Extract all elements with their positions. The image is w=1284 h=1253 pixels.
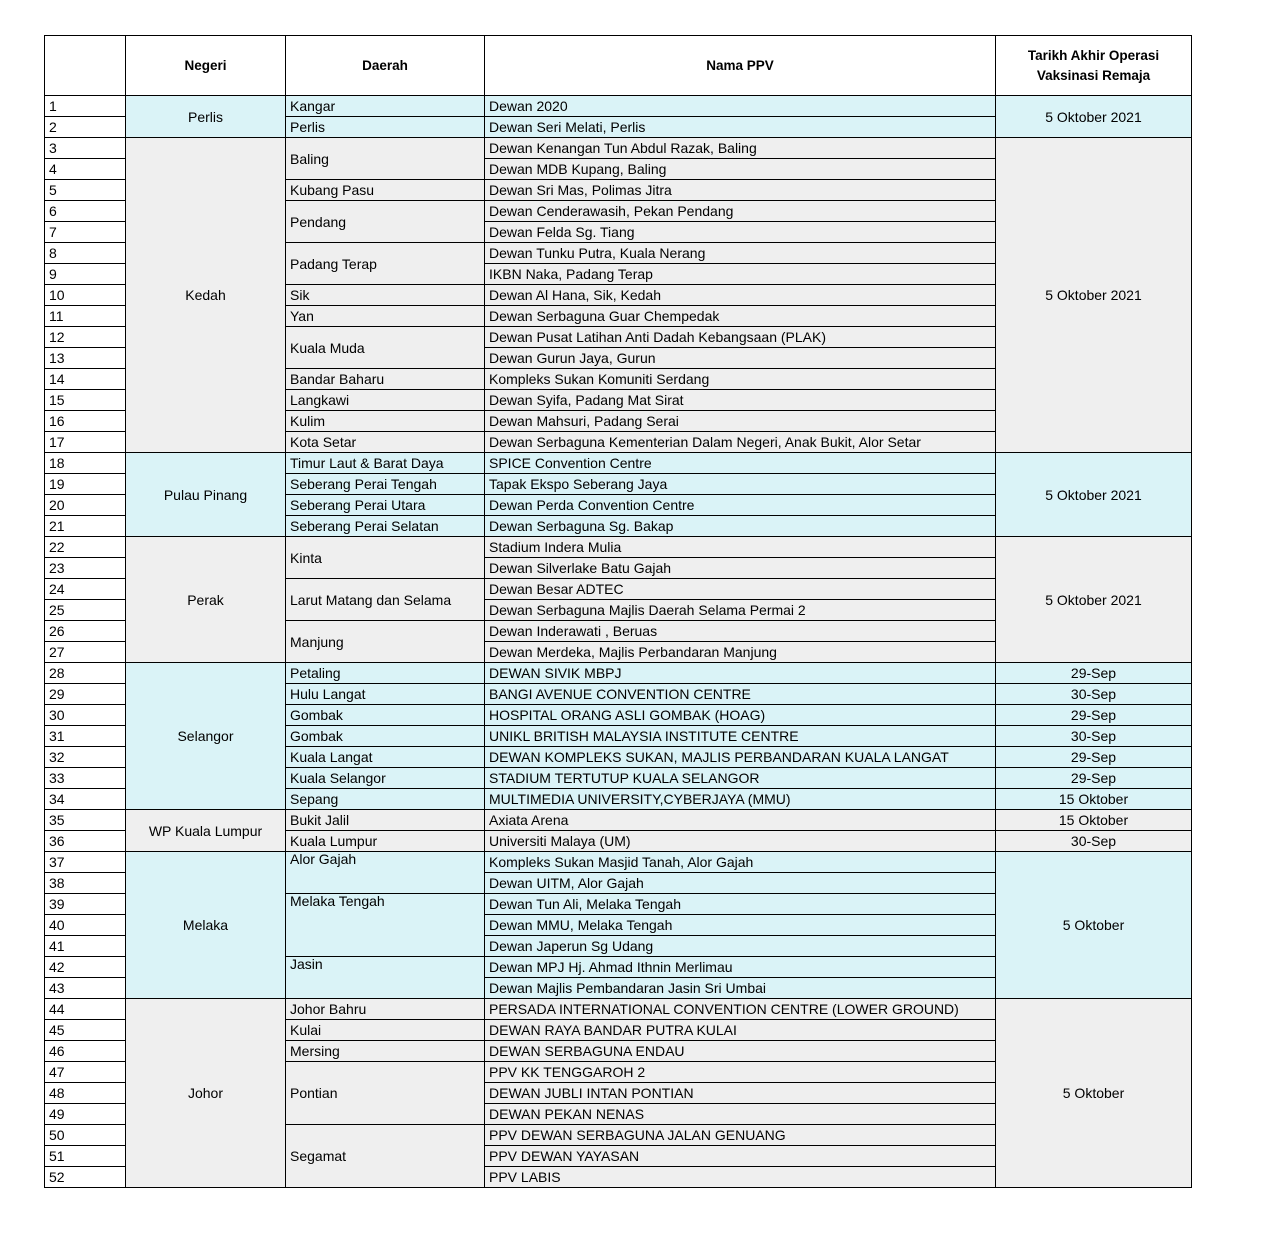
daerah-cell: Bukit Jalil	[286, 810, 485, 831]
ppv-cell: Dewan MMU, Melaka Tengah	[485, 915, 996, 936]
row-number: 22	[45, 537, 126, 558]
daerah-cell: Kinta	[286, 537, 485, 579]
daerah-cell: Gombak	[286, 705, 485, 726]
ppv-cell: Dewan Tunku Putra, Kuala Nerang	[485, 243, 996, 264]
ppv-cell: Dewan MDB Kupang, Baling	[485, 159, 996, 180]
ppv-cell: Axiata Arena	[485, 810, 996, 831]
row-number: 37	[45, 852, 126, 873]
daerah-cell: Manjung	[286, 621, 485, 663]
ppv-cell: IKBN Naka, Padang Terap	[485, 264, 996, 285]
row-number: 32	[45, 747, 126, 768]
row-number: 5	[45, 180, 126, 201]
daerah-cell: Sik	[286, 285, 485, 306]
ppv-cell: Dewan Serbaguna Kementerian Dalam Negeri, Anak Bukit, Alor Setar	[485, 432, 996, 453]
header-nama-ppv: Nama PPV	[485, 36, 996, 96]
ppv-cell: DEWAN RAYA BANDAR PUTRA KULAI	[485, 1020, 996, 1041]
row-number: 20	[45, 495, 126, 516]
ppv-cell: Dewan Al Hana, Sik, Kedah	[485, 285, 996, 306]
table-row	[45, 663, 1192, 684]
negeri-cell: Pulau Pinang	[126, 453, 286, 537]
daerah-cell: Baling	[286, 138, 485, 180]
ppv-cell: UNIKL BRITISH MALAYSIA INSTITUTE CENTRE	[485, 726, 996, 747]
ppv-cell: PPV LABIS	[485, 1167, 996, 1188]
row-number: 52	[45, 1167, 126, 1188]
daerah-cell: Seberang Perai Utara	[286, 495, 485, 516]
row-number: 17	[45, 432, 126, 453]
daerah-cell: Johor Bahru	[286, 999, 485, 1020]
tarikh-cell: 30-Sep	[996, 831, 1192, 852]
row-number: 13	[45, 348, 126, 369]
ppv-cell: Dewan Serbaguna Sg. Bakap	[485, 516, 996, 537]
ppv-cell: Dewan Kenangan Tun Abdul Razak, Baling	[485, 138, 996, 159]
header-no	[45, 36, 126, 96]
row-number: 14	[45, 369, 126, 390]
row-number: 51	[45, 1146, 126, 1167]
row-number: 15	[45, 390, 126, 411]
row-number: 27	[45, 642, 126, 663]
ppv-cell: Dewan Besar ADTEC	[485, 579, 996, 600]
negeri-cell: Selangor	[126, 663, 286, 810]
ppv-cell: Dewan Majlis Pembandaran Jasin Sri Umbai	[485, 978, 996, 999]
ppv-cell: PPV KK TENGGAROH 2	[485, 1062, 996, 1083]
ppv-cell: Dewan Japerun Sg Udang	[485, 936, 996, 957]
ppv-cell: STADIUM TERTUTUP KUALA SELANGOR	[485, 768, 996, 789]
row-number: 30	[45, 705, 126, 726]
daerah-cell: Segamat	[286, 1125, 485, 1188]
table-body	[45, 96, 1192, 1188]
ppv-cell: Tapak Ekspo Seberang Jaya	[485, 474, 996, 495]
daerah-cell: Kuala Lumpur	[286, 831, 485, 852]
row-number: 21	[45, 516, 126, 537]
tarikh-cell: 29-Sep	[996, 768, 1192, 789]
daerah-cell: Perlis	[286, 117, 485, 138]
daerah-cell: Kota Setar	[286, 432, 485, 453]
row-number: 33	[45, 768, 126, 789]
ppv-cell: Dewan Syifa, Padang Mat Sirat	[485, 390, 996, 411]
row-number: 10	[45, 285, 126, 306]
row-number: 39	[45, 894, 126, 915]
table-row	[45, 96, 1192, 117]
daerah-cell: Kulai	[286, 1020, 485, 1041]
ppv-cell: Dewan Felda Sg. Tiang	[485, 222, 996, 243]
ppv-cell: Dewan Merdeka, Majlis Perbandaran Manjung	[485, 642, 996, 663]
daerah-cell: Pontian	[286, 1062, 485, 1125]
table-row	[45, 999, 1192, 1020]
daerah-cell: Kuala Langat	[286, 747, 485, 768]
daerah-cell: Kangar	[286, 96, 485, 117]
negeri-cell: Perak	[126, 537, 286, 663]
row-number: 1	[45, 96, 126, 117]
daerah-cell: Pendang	[286, 201, 485, 243]
negeri-cell: Melaka	[126, 852, 286, 999]
daerah-cell: Kubang Pasu	[286, 180, 485, 201]
daerah-cell: Kulim	[286, 411, 485, 432]
row-number: 36	[45, 831, 126, 852]
ppv-cell: Dewan MPJ Hj. Ahmad Ithnin Merlimau	[485, 957, 996, 978]
row-number: 6	[45, 201, 126, 222]
tarikh-cell: 5 Oktober 2021	[996, 453, 1192, 537]
table-row	[45, 852, 1192, 873]
negeri-cell: Johor	[126, 999, 286, 1188]
row-number: 35	[45, 810, 126, 831]
ppv-cell: PPV DEWAN SERBAGUNA JALAN GENUANG	[485, 1125, 996, 1146]
daerah-cell: Sepang	[286, 789, 485, 810]
row-number: 28	[45, 663, 126, 684]
tarikh-cell: 29-Sep	[996, 705, 1192, 726]
daerah-cell: Jasin	[286, 957, 485, 999]
row-number: 38	[45, 873, 126, 894]
header-tarikh: Tarikh Akhir Operasi Vaksinasi Remaja	[996, 36, 1192, 96]
header-daerah: Daerah	[286, 36, 485, 96]
row-number: 11	[45, 306, 126, 327]
daerah-cell: Yan	[286, 306, 485, 327]
daerah-cell: Seberang Perai Tengah	[286, 474, 485, 495]
ppv-cell: Kompleks Sukan Masjid Tanah, Alor Gajah	[485, 852, 996, 873]
tarikh-cell: 5 Oktober 2021	[996, 138, 1192, 453]
negeri-cell: Perlis	[126, 96, 286, 138]
ppv-cell: Dewan Perda Convention Centre	[485, 495, 996, 516]
daerah-cell: Bandar Baharu	[286, 369, 485, 390]
ppv-cell: Dewan Inderawati , Beruas	[485, 621, 996, 642]
ppv-cell: Dewan Silverlake Batu Gajah	[485, 558, 996, 579]
ppv-cell: Dewan Cenderawasih, Pekan Pendang	[485, 201, 996, 222]
row-number: 3	[45, 138, 126, 159]
row-number: 46	[45, 1041, 126, 1062]
ppv-cell: DEWAN SERBAGUNA ENDAU	[485, 1041, 996, 1062]
row-number: 26	[45, 621, 126, 642]
row-number: 48	[45, 1083, 126, 1104]
daerah-cell: Timur Laut & Barat Daya	[286, 453, 485, 474]
ppv-cell: HOSPITAL ORANG ASLI GOMBAK (HOAG)	[485, 705, 996, 726]
tarikh-cell: 5 Oktober 2021	[996, 96, 1192, 138]
row-number: 50	[45, 1125, 126, 1146]
row-number: 44	[45, 999, 126, 1020]
daerah-cell: Melaka Tengah	[286, 894, 485, 957]
ppv-cell: Dewan Serbaguna Majlis Daerah Selama Permai 2	[485, 600, 996, 621]
row-number: 45	[45, 1020, 126, 1041]
header-negeri: Negeri	[126, 36, 286, 96]
ppv-cell: PERSADA INTERNATIONAL CONVENTION CENTRE (LOWER GROUND)	[485, 999, 996, 1020]
tarikh-cell: 15 Oktober	[996, 810, 1192, 831]
ppv-cell: DEWAN SIVIK MBPJ	[485, 663, 996, 684]
ppv-cell: Dewan 2020	[485, 96, 996, 117]
row-number: 23	[45, 558, 126, 579]
daerah-cell: Hulu Langat	[286, 684, 485, 705]
row-number: 19	[45, 474, 126, 495]
row-number: 4	[45, 159, 126, 180]
ppv-cell: Dewan Mahsuri, Padang Serai	[485, 411, 996, 432]
ppv-cell: DEWAN KOMPLEKS SUKAN, MAJLIS PERBANDARAN KUALA LANGAT	[485, 747, 996, 768]
row-number: 24	[45, 579, 126, 600]
table-row	[45, 537, 1192, 558]
tarikh-cell: 30-Sep	[996, 684, 1192, 705]
daerah-cell: Larut Matang dan Selama	[286, 579, 485, 621]
row-number: 42	[45, 957, 126, 978]
ppv-cell: DEWAN JUBLI INTAN PONTIAN	[485, 1083, 996, 1104]
row-number: 16	[45, 411, 126, 432]
row-number: 8	[45, 243, 126, 264]
row-number: 2	[45, 117, 126, 138]
ppv-cell: Universiti Malaya (UM)	[485, 831, 996, 852]
daerah-cell: Kuala Muda	[286, 327, 485, 369]
ppv-cell: Dewan Pusat Latihan Anti Dadah Kebangsaan (PLAK)	[485, 327, 996, 348]
tarikh-cell: 30-Sep	[996, 726, 1192, 747]
tarikh-cell: 5 Oktober	[996, 852, 1192, 999]
daerah-cell: Seberang Perai Selatan	[286, 516, 485, 537]
negeri-cell: Kedah	[126, 138, 286, 453]
table-row	[45, 138, 1192, 159]
ppv-cell: DEWAN PEKAN NENAS	[485, 1104, 996, 1125]
ppv-cell: BANGI AVENUE CONVENTION CENTRE	[485, 684, 996, 705]
row-number: 40	[45, 915, 126, 936]
row-number: 9	[45, 264, 126, 285]
ppv-cell: Dewan Serbaguna Guar Chempedak	[485, 306, 996, 327]
ppv-cell: SPICE Convention Centre	[485, 453, 996, 474]
row-number: 49	[45, 1104, 126, 1125]
table-row	[45, 453, 1192, 474]
ppv-cell: Dewan Gurun Jaya, Gurun	[485, 348, 996, 369]
daerah-cell: Padang Terap	[286, 243, 485, 285]
tarikh-cell: 29-Sep	[996, 747, 1192, 768]
row-number: 12	[45, 327, 126, 348]
daerah-cell: Alor Gajah	[286, 852, 485, 894]
ppv-cell: Dewan Tun Ali, Melaka Tengah	[485, 894, 996, 915]
row-number: 34	[45, 789, 126, 810]
ppv-cell: Dewan Seri Melati, Perlis	[485, 117, 996, 138]
row-number: 43	[45, 978, 126, 999]
row-number: 25	[45, 600, 126, 621]
tarikh-cell: 15 Oktober	[996, 789, 1192, 810]
daerah-cell: Mersing	[286, 1041, 485, 1062]
ppv-cell: Kompleks Sukan Komuniti Serdang	[485, 369, 996, 390]
ppv-cell: Stadium Indera Mulia	[485, 537, 996, 558]
ppv-cell: Dewan Sri Mas, Polimas Jitra	[485, 180, 996, 201]
tarikh-cell: 5 Oktober 2021	[996, 537, 1192, 663]
row-number: 31	[45, 726, 126, 747]
header-row	[45, 36, 1192, 96]
daerah-cell: Langkawi	[286, 390, 485, 411]
row-number: 18	[45, 453, 126, 474]
row-number: 7	[45, 222, 126, 243]
tarikh-cell: 5 Oktober	[996, 999, 1192, 1188]
daerah-cell: Petaling	[286, 663, 485, 684]
daerah-cell: Gombak	[286, 726, 485, 747]
tarikh-cell: 29-Sep	[996, 663, 1192, 684]
table-row	[45, 810, 1192, 831]
negeri-cell: WP Kuala Lumpur	[126, 810, 286, 852]
ppv-cell: Dewan UITM, Alor Gajah	[485, 873, 996, 894]
ppv-table	[44, 35, 1192, 1188]
row-number: 41	[45, 936, 126, 957]
row-number: 47	[45, 1062, 126, 1083]
row-number: 29	[45, 684, 126, 705]
ppv-cell: PPV DEWAN YAYASAN	[485, 1146, 996, 1167]
daerah-cell: Kuala Selangor	[286, 768, 485, 789]
ppv-cell: MULTIMEDIA UNIVERSITY,CYBERJAYA (MMU)	[485, 789, 996, 810]
